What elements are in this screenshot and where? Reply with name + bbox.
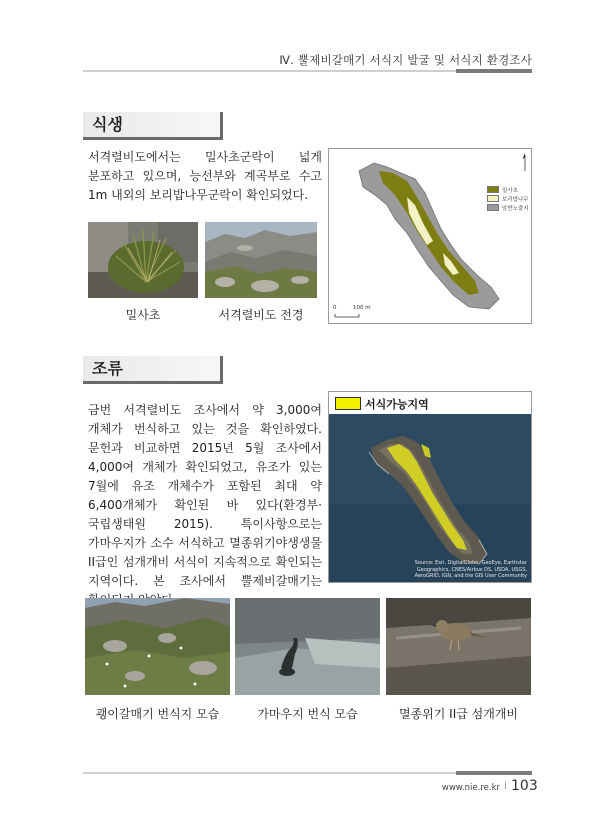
vegetation-paragraph: 서격렬비도에서는 밀사초군락이 넓게 분포하고 있으며, 능선부와 계곡부로 수고 1m 내외의 보리밥나무군락이 확인되었다. [88, 150, 322, 202]
section-heading-label: 조류 [92, 359, 123, 378]
section-heading-label: 식생 [92, 115, 123, 134]
footer-separator: I [504, 781, 507, 792]
legend-label: 보리밥나무 [502, 196, 529, 203]
chapter-title: Ⅳ. 뿔제비갈매기 서식지 발굴 및 서식지 환경조사 [279, 53, 532, 67]
header-divider-accent [456, 69, 532, 73]
photo-gull-colony [85, 598, 230, 695]
map-credits: Source: Esri, DigitalGlobe, GeoEye, Earthstar Geographics, CNES/Airbus DS, USDA, USGS, AeroGRID, IGN, and the GIS User Community [414, 560, 527, 579]
scale-end: 100 m [353, 305, 371, 311]
scale-start: 0 [333, 305, 337, 311]
section-heading-birds [83, 356, 223, 384]
footer-divider [83, 772, 456, 774]
legend-swatch-carex [487, 186, 499, 193]
vegetation-map [328, 148, 532, 324]
legend-swatch-rock [487, 204, 499, 211]
legend-swatch-elaeagnus [487, 195, 499, 202]
habitat-map [328, 391, 532, 583]
legend-label: 암반노출지 [502, 205, 529, 212]
legend-swatch-habitat [335, 397, 361, 410]
footer-divider-accent [456, 771, 532, 775]
legend-item [487, 194, 529, 203]
caption-cormorant: 가마우지 번식 모습 [257, 707, 358, 721]
caption-island-view: 서격렬비도 전경 [218, 308, 304, 322]
photo-warbler [386, 598, 531, 695]
photo-island-view [205, 222, 317, 298]
caption-gull-colony: 괭이갈매기 번식지 모습 [95, 707, 220, 721]
habitat-map-legend-bar [329, 392, 531, 415]
legend-label: 밀사초 [502, 187, 518, 194]
photo-cormorant [235, 598, 380, 695]
vegetation-map-legend [487, 185, 529, 212]
habitat-legend-label: 서식가능지역 [365, 398, 429, 411]
section-heading-vegetation [83, 112, 223, 140]
photo-carex [88, 222, 198, 298]
footer-url: www.nie.re.kr [441, 783, 500, 793]
legend-item [487, 185, 529, 194]
birds-paragraph: 금번 서격렬비도 조사에서 약 3,000여 개체가 번식하고 있는 것을 확인하였다. 문헌과 비교하면 2015년 5월 조사에서 4,000여 개체가 확인되었고, 유조가 있는 7월에 유조 개체수가 포함된 최대 약 6,400개체가 확인된 바 있다(환경부·국립생태원 2015). 특이사항으로는 가마우지가 소수 서식하고 멸종위기야생생물 II급인 섬개개비 서식이 지속적으로 확인되는 지역이다. 본 조사에서 뿔제비갈매기는 [88, 403, 322, 588]
caption-carex: 밀사초 [125, 308, 161, 322]
legend-item [487, 203, 529, 212]
page-number: 103 [511, 778, 538, 794]
caption-warbler: 멸종위기 II급 섬개개비 [398, 707, 519, 721]
header-divider [83, 70, 456, 72]
